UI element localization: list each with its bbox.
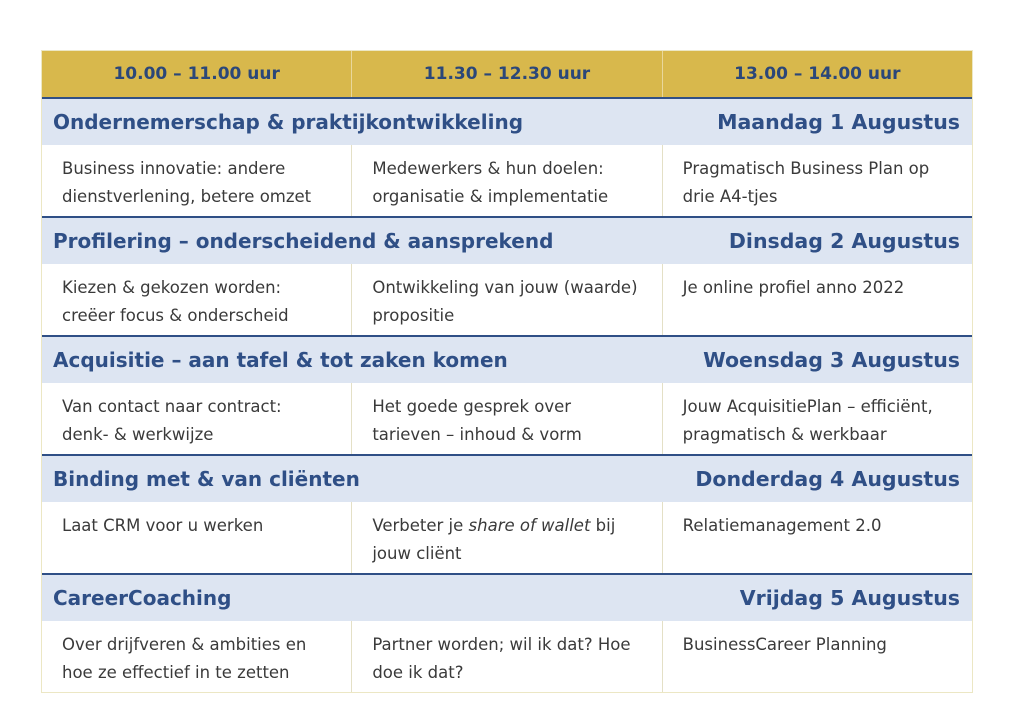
session-row-tuesday: [42, 264, 972, 337]
session-line: Medewerkers & hun doelen:: [372, 159, 604, 178]
session-row-wednesday: [42, 383, 972, 456]
session-line: Relatiemanagement 2.0: [682, 516, 882, 535]
session-cell: [352, 264, 662, 335]
session-cell: [663, 383, 972, 454]
day-topic: Binding met & van cliënten: [53, 467, 360, 491]
session-line: pragmatisch & werkbaar: [682, 425, 887, 444]
session-cell: [352, 621, 662, 692]
schedule-table: [41, 50, 973, 693]
session-row-thursday: [42, 502, 972, 575]
session-cell: [352, 145, 662, 216]
session-line: Jouw AcquisitiePlan – efficiënt,: [682, 397, 933, 416]
day-row-thursday: [42, 456, 972, 502]
time-slot-1: 10.00 – 11.00 uur: [42, 51, 352, 97]
session-line: drie A4-tjes: [682, 187, 778, 206]
session-line: dienstverlening, betere omzet: [62, 187, 312, 206]
day-topic: CareerCoaching: [53, 586, 232, 610]
session-cell: [663, 145, 972, 216]
session-line: Business innovatie: andere: [62, 159, 286, 178]
day-row-monday: [42, 99, 972, 145]
session-line: hoe ze effectief in te zetten: [62, 663, 290, 682]
session-cell: [42, 621, 352, 692]
session-line: Van contact naar contract:: [62, 397, 282, 416]
session-line: Over drijfveren & ambities en: [62, 635, 307, 654]
session-text: Verbeter je: [372, 516, 469, 535]
session-cell: [42, 264, 352, 335]
day-row-friday: [42, 575, 972, 621]
session-line: Het goede gesprek over: [372, 397, 572, 416]
time-slot-3: 13.00 – 14.00 uur: [734, 64, 901, 84]
session-cell: [663, 264, 972, 335]
day-row-wednesday: [42, 337, 972, 383]
session-line: Kiezen & gekozen worden:: [62, 278, 282, 297]
session-line: jouw cliënt: [372, 544, 462, 563]
session-text: bij: [590, 516, 616, 535]
session-line: [372, 512, 653, 540]
session-line: Pragmatisch Business Plan op: [682, 159, 930, 178]
day-date: Donderdag 4 Augustus: [695, 467, 960, 491]
session-cell: [663, 621, 972, 692]
session-line: BusinessCareer Planning: [682, 635, 887, 654]
session-line: Je online profiel anno 2022: [682, 278, 905, 297]
session-line: organisatie & implementatie: [372, 187, 609, 206]
session-row-monday: [42, 145, 972, 218]
session-line: doe ik dat?: [372, 663, 464, 682]
time-slot-header: [42, 51, 972, 99]
session-line: Laat CRM voor u werken: [62, 516, 264, 535]
session-line: Ontwikkeling van jouw (waarde): [372, 278, 638, 297]
session-cell: [42, 383, 352, 454]
session-cell: [352, 383, 662, 454]
day-date: Vrijdag 5 Augustus: [739, 586, 960, 610]
session-line: denk- & werkwijze: [62, 425, 214, 444]
session-line: propositie: [372, 306, 455, 325]
day-date: Maandag 1 Augustus: [717, 110, 960, 134]
day-topic: Profilering – onderscheidend & aansprekend: [53, 229, 554, 253]
session-line: Partner worden; wil ik dat? Hoe: [372, 635, 631, 654]
session-cell: [352, 502, 662, 573]
session-emphasis: share of wallet: [468, 516, 591, 535]
session-cell: [42, 502, 352, 573]
day-date: Woensdag 3 Augustus: [703, 348, 960, 372]
session-line: creëer focus & onderscheid: [62, 306, 289, 325]
session-cell: [42, 145, 352, 216]
day-date: Dinsdag 2 Augustus: [728, 229, 960, 253]
session-line: tarieven – inhoud & vorm: [372, 425, 582, 444]
day-row-tuesday: [42, 218, 972, 264]
session-cell: [663, 502, 972, 573]
session-row-friday: [42, 621, 972, 692]
day-topic: Ondernemerschap & praktijkontwikkeling: [53, 110, 524, 134]
time-slot-2: 11.30 – 12.30 uur: [352, 51, 662, 97]
day-topic: Acquisitie – aan tafel & tot zaken komen: [53, 348, 508, 372]
